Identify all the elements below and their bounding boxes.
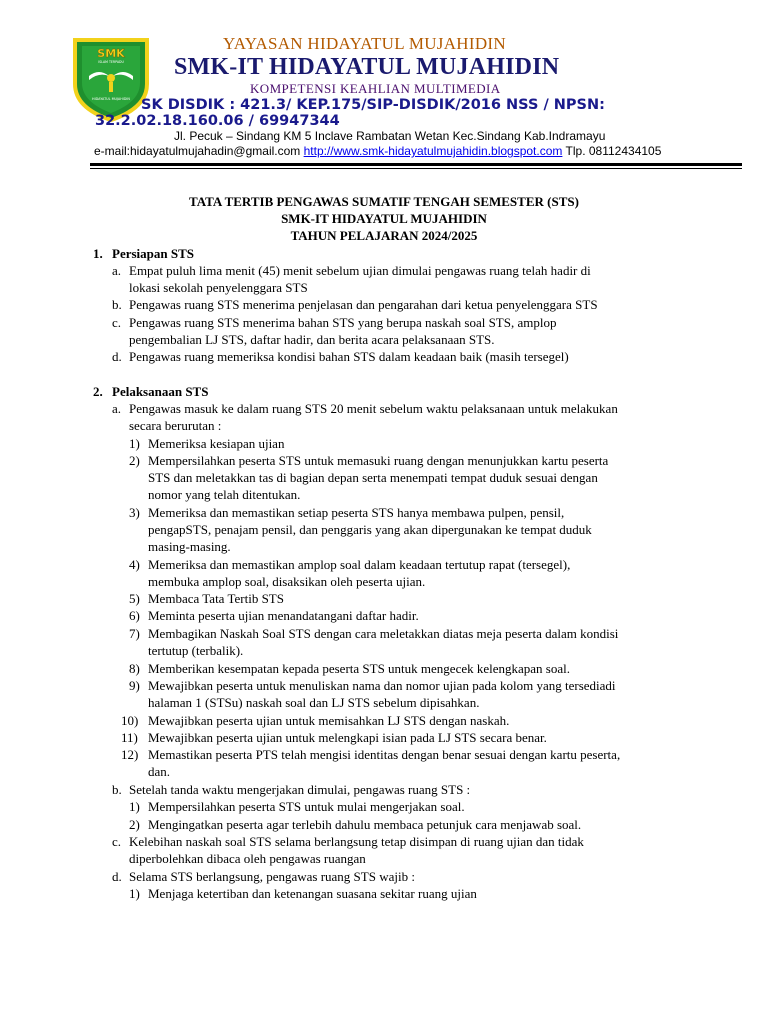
sublist-marker: 11) [121,730,138,745]
sublist-item-text: Membaca Tata Tertib STS [148,591,284,606]
sk-line-1: SK DISDIK : 421.3/ KEP.175/SIP-DISDIK/2016 NSS / NPSN: [141,97,605,113]
sublist-item-text: nomor yang telah ditentukan. [148,487,301,502]
address: Jl. Pecuk – Sindang KM 5 Inclave Rambatan Wetan Kec.Sindang Kab.Indramayu [174,129,606,143]
sublist-item-text: Mempersilahkan peserta STS untuk memasuki ruang dengan menunjukkan kartu peserta [148,453,609,468]
logo-motto: ISLAM TERPADU [98,60,124,64]
header-rule-thick [90,163,742,166]
sublist-marker: 2) [129,453,140,468]
sublist-item-text: halaman 1 (STSu) naskah soal dan LJ STS sebelum dipisahkan. [148,695,480,710]
sublist-item-text: Mewajibkan peserta ujian untuk memisahkan LJ STS dengan naskah. [148,713,510,728]
sublist-item-text: Memeriksa dan memastikan setiap peserta STS hanya membawa pulpen, pensil, [148,505,565,520]
list-item-text: Pengawas ruang STS menerima penjelasan dan pengarahan dari ketua penyelenggara STS [129,297,598,312]
list-item-text: pengembalian LJ STS, daftar hadir, dan berita acara pelaksanaan STS. [129,332,495,347]
website-link[interactable]: http://www.smk-hidayatulmujahidin.blogspot.com [303,144,563,158]
list-marker: b. [112,297,122,312]
list-item-text: Empat puluh lima menit (45) menit sebelum ujian dimulai pengawas ruang telah hadir di [129,263,591,278]
sublist-item-text: masing-masing. [148,539,231,554]
sublist-marker: 3) [129,505,140,520]
sk-line-2: 32.2.02.18.160.06 / 69947344 [95,113,340,129]
sublist-item-text: Mengingatkan peserta agar terlebih dahulu membaca petunjuk cara menjawab soal. [148,817,582,832]
sublist-item-text: Memeriksa dan memastikan amplop soal dalam keadaan tertutup rapat (tersegel), [148,557,571,572]
header-rule-thin [90,168,742,169]
list-item-text: Pengawas masuk ke dalam ruang STS 20 menit sebelum waktu pelaksanaan untuk melakukan [129,401,618,416]
sublist-item-text: Memberikan kesempatan kepada peserta STS untuk mengecek kelengkapan soal. [148,661,570,676]
sublist-marker: 10) [121,713,139,728]
sublist-item-text: Mewajibkan peserta untuk menuliskan nama dan nomor ujian pada kolom yang tersediadi [148,678,616,693]
sublist-item-text: Memeriksa kesiapan ujian [148,436,285,451]
list-item-text: Setelah tanda waktu mengerjakan dimulai, pengawas ruang STS : [129,782,471,797]
list-marker: d. [112,869,122,884]
sublist-marker: 4) [129,557,140,572]
sublist-item-text: Mempersilahkan peserta STS untuk mulai mengerjakan soal. [148,799,465,814]
sublist-item-text: Memastikan peserta PTS telah mengisi identitas dengan benar sesuai dengan kartu peserta, [148,747,621,762]
list-item-text: Selama STS berlangsung, pengawas ruang STS wajib : [129,869,415,884]
sublist-marker: 9) [129,678,140,693]
logo-ring-text: HIDAYATUL MUJAHIDIN [92,97,130,101]
sublist-marker: 6) [129,608,140,623]
list-marker: b. [112,782,122,797]
sublist-marker: 5) [129,591,140,606]
list-item-text: Kelebihan naskah soal STS selama berlangsung tetap disimpan di ruang ujian dan tidak [129,834,584,849]
section-heading: Persiapan STS [112,246,194,261]
school-logo [71,36,151,122]
list-item-text: Pengawas ruang memeriksa kondisi bahan STS dalam keadaan baik (masih tersegel) [129,349,569,364]
sublist-item-text: Mewajibkan peserta ujian untuk melengkapi isian pada LJ STS secara benar. [148,730,547,745]
logo-text: SMK [97,47,125,60]
doc-title-2: SMK-IT HIDAYATUL MUJAHIDIN [281,211,487,226]
sublist-marker: 1) [129,436,140,451]
phone: Tlp. 08112434105 [562,144,662,158]
sublist-item-text: Membagikan Naskah Soal STS dengan cara meletakkan diatas meja peserta dalam kondisi [148,626,619,641]
list-item-text: secara berurutan : [129,418,222,433]
list-item-text: lokasi sekolah penyelenggara STS [129,280,308,295]
email: e-mail:hidayatulmujahadin@gmail.com [94,144,304,158]
sublist-marker: 2) [129,817,140,832]
sublist-item-text: Menjaga ketertiban dan ketenangan suasana sekitar ruang ujian [148,886,477,901]
list-marker: a. [112,263,122,278]
sublist-item-text: STS dan meletakkan tas di bagian depan serta menempati tempat duduk sesuai dengan [148,470,598,485]
list-marker: c. [112,315,122,330]
list-item-text: diperbolehkan dibaca oleh pengawas ruangan [129,851,366,866]
sublist-marker: 8) [129,661,140,676]
sublist-marker: 12) [121,747,139,762]
section-number: 1. [93,246,103,261]
sublist-marker: 1) [129,799,140,814]
doc-title-3: TAHUN PELAJARAN 2024/2025 [290,228,478,243]
list-marker: a. [112,401,122,416]
foundation-name: YAYASAN HIDAYATUL MUJAHIDIN [223,34,506,53]
school-name: SMK-IT HIDAYATUL MUJAHIDIN [174,54,560,80]
sublist-item-text: pengapSTS, penajam pensil, dan penggaris yang akan dipergunakan ke tempat duduk [148,522,592,537]
sublist-marker: 7) [129,626,140,641]
list-marker: d. [112,349,122,364]
section-number: 2. [93,384,103,399]
sublist-marker: 1) [129,886,140,901]
sublist-item-text: Meminta peserta ujian menandatangani daftar hadir. [148,608,419,623]
section-heading: Pelaksanaan STS [112,384,209,399]
contact-line [94,144,661,158]
sublist-item-text: membuka amplop soal, disaksikan oleh peserta ujian. [148,574,426,589]
competency: KOMPETENSI KEAHLIAN MULTIMEDIA [250,81,501,96]
doc-title-1: TATA TERTIB PENGAWAS SUMATIF TENGAH SEMESTER (STS) [189,194,579,209]
list-marker: c. [112,834,122,849]
sublist-item-text: dan. [148,764,171,779]
sublist-item-text: tertutup (terbalik). [148,643,244,658]
list-item-text: Pengawas ruang STS menerima bahan STS yang berupa naskah soal STS, amplop [129,315,557,330]
